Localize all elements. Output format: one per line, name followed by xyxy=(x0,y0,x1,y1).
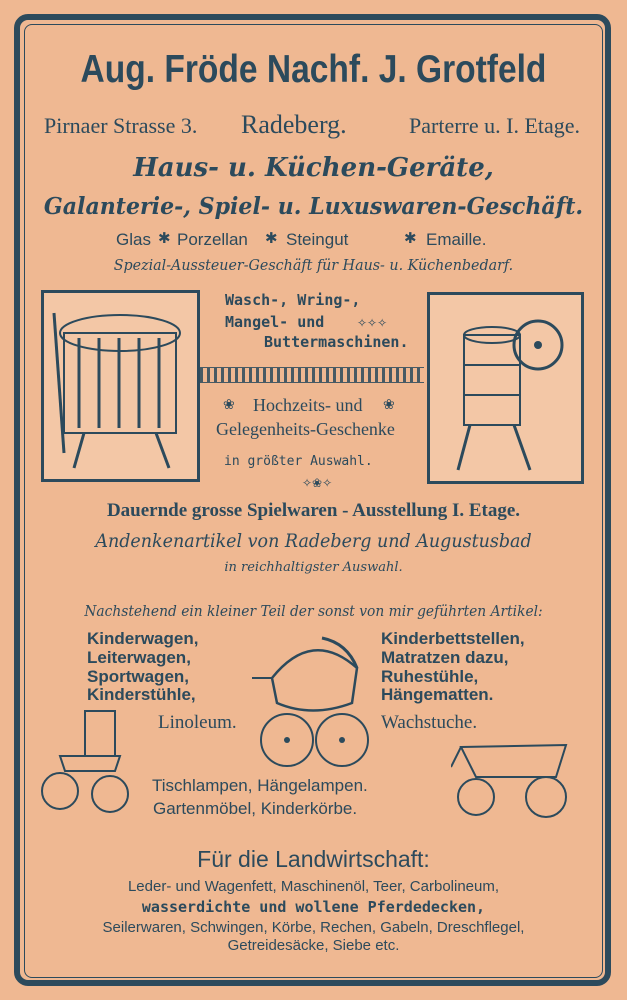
washing-machine-illustration xyxy=(41,290,200,482)
gifts-line-2: Gelegenheits-Geschenke xyxy=(216,419,395,439)
exhibition-line: Dauernde grosse Spielwaren - Ausstellung I. Etage. xyxy=(106,500,521,521)
machines-line-1: Wasch-, Wring-, xyxy=(225,291,361,309)
goods-sep-3: ✱ xyxy=(404,230,417,247)
handcart-drawing xyxy=(451,737,581,821)
goods-steingut: Steingut xyxy=(286,230,349,249)
goods-sep-2: ✱ xyxy=(265,230,278,247)
pram-illustration xyxy=(252,628,370,770)
farming-line-2: wasserdichte und wollene Pferdedecken, xyxy=(141,898,486,916)
city: Radeberg. xyxy=(241,110,347,139)
article-leiterwagen: Leiterwagen, xyxy=(87,648,191,667)
butter-machine-illustration xyxy=(427,292,584,484)
pram-drawing xyxy=(252,628,370,770)
business-line-2: Galanterie-, Spiel- u. Luxuswaren-Geschäft. xyxy=(43,193,584,220)
firm-name: Aug. Fröde Nachf. J. Grotfeld xyxy=(80,48,547,91)
article-kinderwagen: Kinderwagen, xyxy=(87,629,199,648)
article-lamps: Tischlampen, Hängelampen. xyxy=(152,776,368,795)
gifts-line-1: Hochzeits- und xyxy=(253,395,363,415)
gifts-ornament-bottom: ✧❀✧ xyxy=(302,476,333,490)
souvenir-line-1: Andenkenartikel von Radeberg und Augustusbad xyxy=(95,530,532,552)
business-line-1: Haus- u. Küchen-Geräte, xyxy=(133,153,494,183)
articles-intro: Nachstehend ein kleiner Teil der sonst von mir geführten Artikel: xyxy=(84,602,543,620)
gifts-line-3: in größter Auswahl. xyxy=(224,454,373,469)
article-kinderstuehle: Kinderstühle, xyxy=(87,685,196,704)
goods-glas: Glas xyxy=(116,230,151,249)
article-kinderbettstellen: Kinderbettstellen, xyxy=(381,629,525,648)
article-wachstuche: Wachstuche. xyxy=(381,712,478,733)
machines-ornament: ✧✧✧ xyxy=(357,316,388,330)
address: Pirnaer Strasse 3. xyxy=(44,113,198,138)
article-sportwagen: Sportwagen, xyxy=(87,667,190,686)
farming-line-4: Getreidesäcke, Siebe etc. xyxy=(227,937,400,954)
article-garden: Gartenmöbel, Kinderkörbe. xyxy=(153,799,358,818)
article-haengematten: Hängematten. xyxy=(381,685,494,704)
article-linoleum: Linoleum. xyxy=(158,712,237,733)
gifts-ornament-left: ❀ xyxy=(223,396,235,412)
article-matratzen: Matratzen dazu, xyxy=(381,648,509,667)
farming-line-3: Seilerwaren, Schwingen, Körbe, Rechen, Gabeln, Dreschflegel, xyxy=(102,919,525,936)
machines-line-3: Buttermaschinen. xyxy=(264,333,409,351)
child-chair-illustration xyxy=(40,706,132,816)
goods-sep-1: ✱ xyxy=(158,230,171,247)
goods-emaille: Emaille. xyxy=(426,230,487,249)
handcart-illustration xyxy=(451,737,581,821)
souvenir-line-2: in reichhaltigster Auswahl. xyxy=(224,560,403,575)
butter-machine-drawing xyxy=(430,295,581,481)
child-chair-drawing xyxy=(40,706,132,816)
washing-machine-drawing xyxy=(44,293,197,479)
gifts-ornament-right: ❀ xyxy=(383,396,395,412)
ornamental-band xyxy=(200,367,424,383)
machines-line-2: Mangel- und xyxy=(225,313,325,331)
goods-porzellan: Porzellan xyxy=(177,230,248,249)
farming-line-1: Leder- und Wagenfett, Maschinenöl, Teer, Carbolineum, xyxy=(127,878,500,895)
article-ruhestuehle: Ruhestühle, xyxy=(381,667,479,686)
farming-title: Für die Landwirtschaft: xyxy=(197,846,430,872)
floors: Parterre u. I. Etage. xyxy=(409,113,581,138)
special-business: Spezial-Aussteuer-Geschäft für Haus- u. Küchenbedarf. xyxy=(113,256,514,274)
